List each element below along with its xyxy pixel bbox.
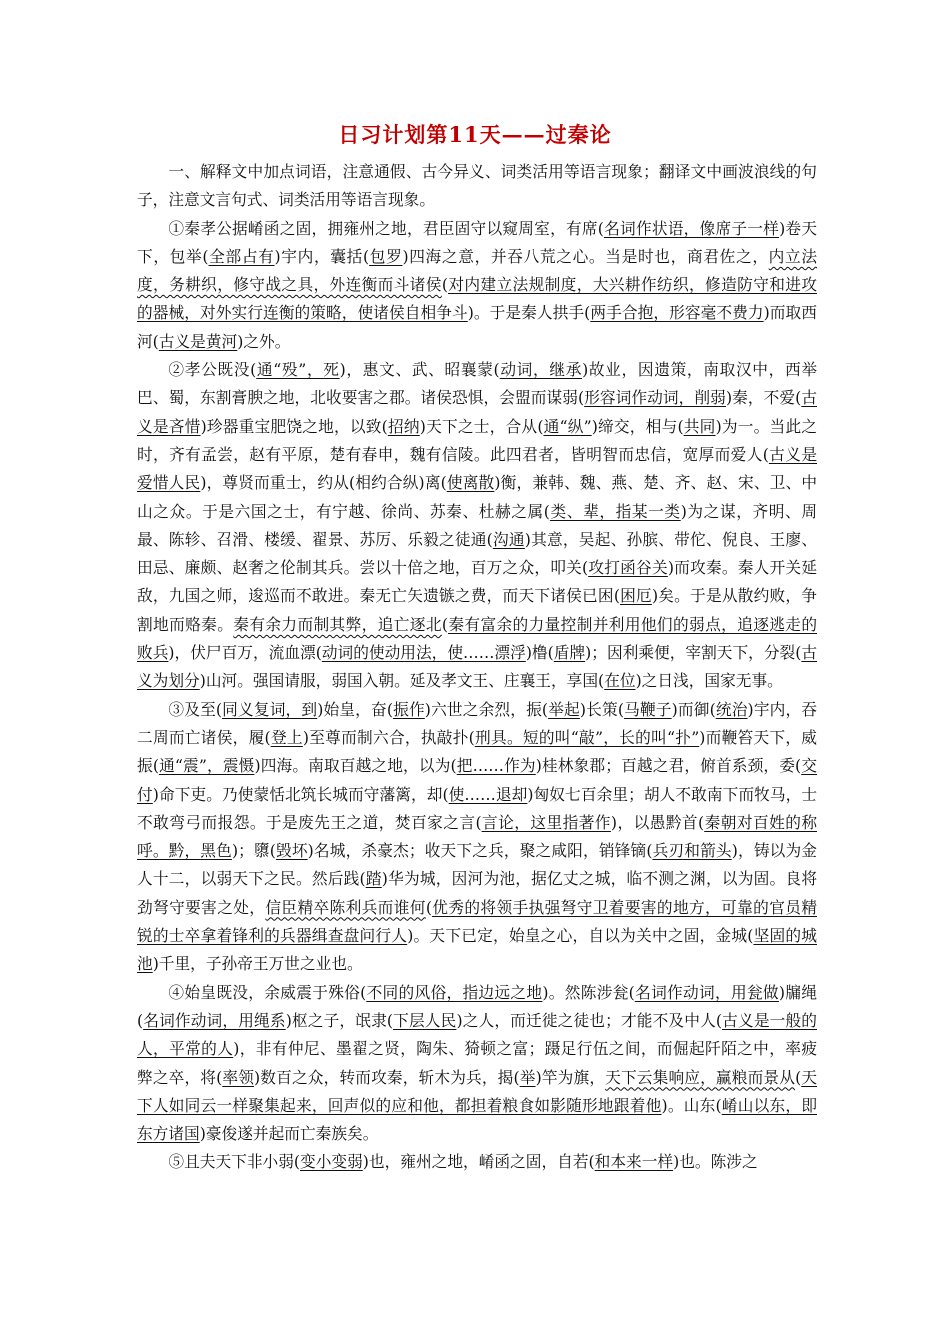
passage-text: ②孝公既没( <box>168 360 257 380</box>
passage-text: ⑤且夫天下非小弱( <box>168 1152 301 1172</box>
passage-text: )秦，不爱( <box>725 388 802 408</box>
annotation-text: 变小变弱 <box>300 1152 363 1172</box>
passage-text: ( <box>441 275 448 295</box>
passage-text: )豪俊遂并起而亡秦族矣。 <box>199 1124 379 1144</box>
passage-text: )四海。南取百越之地，以为( <box>254 756 457 776</box>
passage-text: )，尊贤而重士，约从(相约合纵)离( <box>200 473 447 493</box>
translation-target-sentence: 信臣精卒陈利兵而谁何 <box>265 897 426 917</box>
annotation-text: 两手合抱，形容毫不费力 <box>590 303 764 323</box>
passage-paragraph-2 <box>137 356 817 696</box>
passage-text: )竿为旗， <box>535 1067 606 1087</box>
passage-text: ①秦孝公据崤函之固，拥雍州之地，君臣固守以窥周室，有席( <box>168 218 604 238</box>
passage-text: )之日浅，国家无事。 <box>635 671 783 691</box>
annotation-text: 动词，继承 <box>499 360 583 380</box>
annotation-text: 举 <box>519 1067 536 1087</box>
annotation-text: 古义为划分 <box>137 643 818 691</box>
passage-text: )山河。强国请服，弱国入朝。延及孝文王、庄襄王，享国( <box>199 671 605 691</box>
passage-text: )华为城，因河为池，据亿丈之城，临不测之渊，以为固。良将劲弩守要害之处， <box>137 869 818 917</box>
passage-text: )牖绳( <box>137 982 818 1030</box>
annotation-text: 天下人如同云一样聚集起来，回声似的应和他，都担着粮食如影随形地跟着他 <box>137 1067 818 1115</box>
passage-text: )长策( <box>579 699 624 719</box>
annotation-text: 举起 <box>548 699 580 719</box>
passage-text: ( <box>425 897 432 917</box>
passage-text: )衡，兼韩、魏、燕、楚、齐、赵、宋、卫、中山之众。于是六国之士，有宁越、徐尚、苏秦、杜赫之属( <box>137 473 818 521</box>
passage-text: )。然陈涉瓮( <box>542 982 635 1002</box>
document-title: 日习计划第11天——过秦论 <box>338 122 612 147</box>
passage-text: )而取西河( <box>137 303 817 351</box>
passage-text: )天下之士，合从( <box>419 416 544 436</box>
annotation-text: 坚固的城池 <box>137 926 817 974</box>
annotation-text: 毁坏 <box>275 841 308 861</box>
annotation-text: 使离散 <box>446 473 495 493</box>
annotation-text: 统治 <box>715 699 748 719</box>
annotation-text: 通“殁”，死 <box>256 360 340 380</box>
passage-text: )。山东( <box>661 1095 722 1115</box>
annotation-text: 攻打函谷关 <box>588 558 668 578</box>
annotation-text: 下层人民 <box>393 1010 457 1030</box>
annotation-text: 使……退却 <box>448 784 528 804</box>
annotation-text: 言论，这里指著作 <box>481 812 611 832</box>
passage-text: )，伏尸百万，流血漂( <box>168 643 322 663</box>
annotation-text: 秦朝对百姓的称呼。黔，黑色 <box>137 812 818 861</box>
passage-text: )；因利乘便，宰割天下，分裂( <box>585 643 802 663</box>
passage-text: )，铸以为金人十二，以弱天下之民。然后践( <box>137 841 817 889</box>
passage-text: )。于是秦人拱手( <box>467 303 591 323</box>
annotation-text: 共同 <box>683 416 716 436</box>
annotation-text: 类、辈，指某一类 <box>549 501 681 521</box>
annotation-text: 踏 <box>365 869 382 889</box>
annotation-text: 登上 <box>270 727 303 747</box>
annotation-text: 招纳 <box>387 416 420 436</box>
annotation-text: 交付 <box>137 756 818 804</box>
passage-text: ( <box>795 1067 802 1087</box>
passage-text: )；隳( <box>231 841 276 861</box>
annotation-text: 古义是爱惜人民 <box>137 444 818 493</box>
passage-text: )，惠文、武、昭襄蒙( <box>339 360 500 380</box>
annotation-text: 把……作为 <box>456 756 536 776</box>
passage-text: ④始皇既没，余威震于殊俗( <box>168 982 367 1002</box>
passage-text: )卷天下，包举( <box>137 218 818 266</box>
annotation-text: 通“震”，震慑 <box>158 756 255 776</box>
passage-text: )千里，子孙帝王万世之业也。 <box>152 954 363 974</box>
annotation-text: 沟通 <box>492 529 525 549</box>
annotation-text: 率领 <box>222 1067 255 1087</box>
passage-text: )宇内，囊括( <box>274 246 370 266</box>
passage-text: )也。陈涉之 <box>673 1152 758 1172</box>
translation-target-sentence: 秦有余力而制其弊，追亡逐北 <box>233 614 442 634</box>
passage-paragraph-3 <box>137 696 817 979</box>
annotation-text: 古义是一般的人，平常的人 <box>137 1010 817 1059</box>
annotation-text: 秦有富余的力量控制并利用他们的弱点，追逐逃走的败兵 <box>137 614 818 663</box>
annotation-text: 刑具。短的叫“敲”，长的叫“扑” <box>474 727 700 747</box>
passage-text: )。天下已定，始皇之心，自以为关中之固，金城( <box>407 926 754 946</box>
instruction-paragraph: 一、解释文中加点词语，注意通假、古今异义、词类活用等语言现象；翻译文中画波浪线的句子，注意文言句式、词类活用等语言现象。 <box>137 162 817 210</box>
passage-text: )桂林象郡；百越之君，俯首系颈，委( <box>535 756 802 776</box>
passage-text: ( <box>441 614 448 634</box>
passage-text: )橹( <box>525 643 554 663</box>
passage-paragraph-1 <box>137 215 817 356</box>
annotation-text: 振作 <box>392 699 425 719</box>
annotation-text: 对内建立法规制度，大兴耕作纺织，修造防守和进攻的器械，对外实行连衡的策略，使诸侯自相争斗 <box>137 275 818 323</box>
annotation-text: 包罗 <box>369 246 403 266</box>
passage-text: )，以愚黔首( <box>610 812 705 832</box>
passage-text: )珍器重宝肥饶之地，以致( <box>200 416 388 436</box>
annotation-text: 盾牌 <box>553 643 586 663</box>
passage-text: )缔交，相与( <box>591 416 684 436</box>
translation-target-sentence: 内立法度，务耕织，修守战之具，外连衡而斗诸侯 <box>137 246 818 295</box>
annotation-text: 兵刃和箭头 <box>652 841 732 861</box>
passage-text: )为一。当此之时，齐有孟尝，赵有平原，楚有春申，魏有信陵。此四君者，皆明智而忠信，宽厚而爱人( <box>137 416 818 464</box>
annotation-text: 通“纵” <box>543 416 592 436</box>
passage-text: )其意，吴起、孙膑、带佗、倪良、王廖、田忌、廉颇、赵奢之伦制其兵。尝以十倍之地，百万之众，叩关( <box>137 529 818 578</box>
passage-text: )命下吏。乃使蒙恬北筑长城而守藩篱，却( <box>152 784 449 804</box>
annotation-text: 马鞭子 <box>623 699 672 719</box>
passage-text: )宇内，吞二周而亡诸侯，履( <box>137 699 818 747</box>
annotation-text: 名词作动词，用瓮做 <box>634 982 779 1002</box>
annotation-text: 古义是黄河 <box>158 331 238 351</box>
passage-text: )而鞭笞天下，威振( <box>137 727 817 776</box>
passage-paragraph-4 <box>137 979 817 1149</box>
translation-target-sentence: 天下云集响应，赢粮而景从 <box>605 1067 796 1087</box>
passage-text: )六世之余烈，振( <box>424 699 549 719</box>
annotation-text: 全部占有 <box>208 246 275 266</box>
passage-text: )矣。于是从散约败，争割地而赂秦。 <box>137 586 817 634</box>
annotation-text: 优秀的将领手执强弩守卫着要害的地方，可靠的官员精锐的士卒拿着锋利的兵器缉查盘问行人 <box>137 897 818 946</box>
document-body <box>137 158 817 1177</box>
passage-paragraph-5 <box>137 1148 817 1176</box>
passage-text: )故业，因遗策，南取汉中，西举巴、蜀，东割膏腴之地，北收要害之郡。诸侯恐惧，会盟而谋弱( <box>137 360 818 408</box>
passage-text: )之人，而迁徙之徒也；才能不及中人( <box>456 1010 723 1030</box>
annotation-text: 名词作状语，像席子一样 <box>603 218 780 238</box>
passage-text: )至尊而制六合，执敲扑( <box>302 727 475 747</box>
passage-text: )为之谋，齐明、周最、陈轸、召滑、楼缓、翟景、苏厉、乐毅之徒通( <box>137 501 818 549</box>
annotation-text: 形容词作动词，削弱 <box>584 388 726 408</box>
annotation-text: 古义是吝惜 <box>137 388 817 436</box>
passage-text: )，非有仲尼、墨翟之贤，陶朱、猗顿之富；蹑足行伍之间，而倔起阡陌之中，率疲弊之卒，将( <box>137 1039 818 1087</box>
passage-text: ③及至( <box>168 699 223 719</box>
passage-text: )而御( <box>671 699 716 719</box>
annotation-text: 不同的风俗，指边远之地 <box>366 982 543 1002</box>
annotation-text: 崤山以东，即东方诸国 <box>137 1095 818 1144</box>
passage-text: )枢之子，氓隶( <box>285 1010 394 1030</box>
annotation-text: 在位 <box>604 671 636 691</box>
passage-text: )始皇，奋( <box>317 699 393 719</box>
annotation-text: 同义复词，到 <box>222 699 318 719</box>
annotation-text: 困厄 <box>619 586 652 606</box>
passage-text: )名城，杀豪杰；收天下之兵，聚之咸阳，销锋镝( <box>307 841 653 861</box>
annotation-text: 名词作动词，用绳系 <box>143 1010 286 1030</box>
annotation-text: 动词的使动用法，使……漂浮 <box>321 643 526 663</box>
passage-text: )而攻秦。秦人开关延敌，九国之师，逡巡而不敢进。秦无亡矢遗镞之费，而天下诸侯已困( <box>137 558 818 606</box>
passage-text: )匈奴七百余里；胡人不敢南下而牧马，士不敢弯弓而报怨。于是废先王之道，焚百家之言( <box>137 784 818 832</box>
passage-text: )也，雍州之地，崤函之固，自若( <box>362 1152 595 1172</box>
passage-text: )数百之众，转而攻秦，斩木为兵，揭( <box>254 1067 520 1087</box>
annotation-text: 和本来一样 <box>594 1152 674 1172</box>
passage-text: )四海之意，并吞八荒之心。当是时也，商君佐之， <box>402 246 769 266</box>
passage-text: )之外。 <box>237 331 291 351</box>
